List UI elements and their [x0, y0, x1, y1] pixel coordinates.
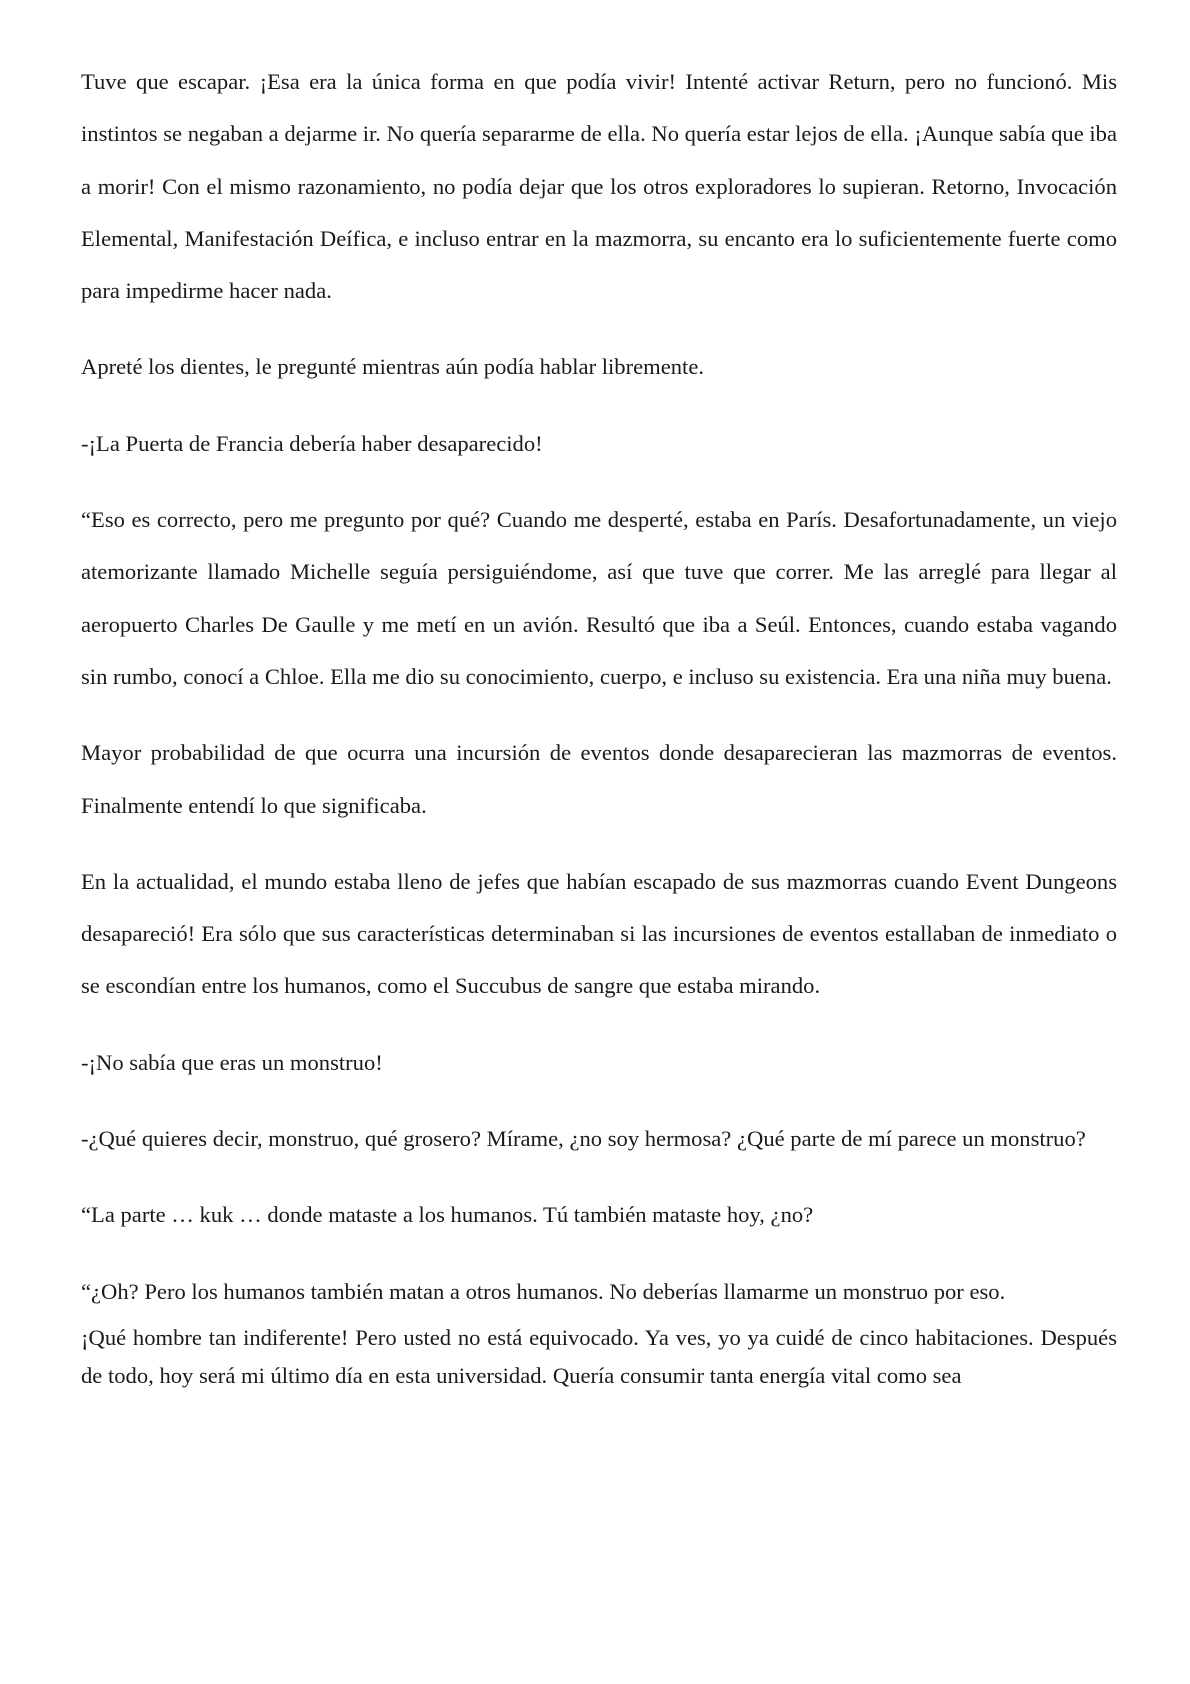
paragraph-probability: Mayor probabilidad de que ocurra una incursión de eventos donde desaparecieran las mazmorras de eventos. Finalmente entendí lo que significaba. — [81, 740, 1117, 818]
paragraph-bosses: En la actualidad, el mundo estaba lleno de jefes que habían escapado de sus mazmorras cuando Event Dungeons desapareció! Era sólo que sus características determinaban si las incursiones de eventos estallaban de inmediato o se escondían entre los humanos, como el Succubus de sangre que estaba mirando. — [81, 868, 1117, 999]
paragraph-monster: -¡No sabía que eras un monstruo! — [81, 1049, 383, 1075]
document-page — [81, 56, 1117, 1395]
paragraph-indifferent: ¡Qué hombre tan indiferente! Pero usted no está equivocado. Ya ves, yo ya cuidé de cinco habitaciones. Después de todo, hoy será mi último día en esta universidad. Quería consumir tanta energía vital como sea — [81, 1324, 1117, 1388]
paragraph-paris: “Eso es correcto, pero me pregunto por qué? Cuando me desperté, estaba en París. Desafortunadamente, un viejo atemorizante llamado Michelle seguía persiguiéndome, así que tuve que correr. Me las arreglé para llegar al aeropuerto Charles De Gaulle y me metí en un avión. Resultó que iba a Seúl. Entonces, cuando estaba vagando sin rumbo, conocí a Chloe. Ella me dio su conocimiento, cuerpo, e incluso su existencia. Era una niña muy buena. — [81, 507, 1117, 689]
paragraph-oh: “¿Oh? Pero los humanos también matan a otros humanos. No deberías llamarme un monstruo por eso. — [81, 1278, 1006, 1304]
paragraph-killed-humans: “La parte … kuk … donde mataste a los humanos. Tú también mataste hoy, ¿no? — [81, 1202, 814, 1228]
paragraph-france-gate: -¡La Puerta de Francia debería haber desaparecido! — [81, 430, 543, 456]
paragraph-escape: Tuve que escapar. ¡Esa era la única forma en que podía vivir! Intenté activar Return, pero no funcionó. Mis instintos se negaban a dejarme ir. No quería separarme de ella. No quería estar lejos de ella. ¡Aunque sabía que iba a morir! Con el mismo razonamiento, no podía dejar que los otros exploradores lo supieran. Retorno, Invocación Elemental, Manifestación Deífica, e incluso entrar en la mazmorra, su encanto era lo suficientemente fuerte como para impedirme hacer nada. — [81, 69, 1117, 304]
paragraph-beautiful: -¿Qué quieres decir, monstruo, qué grosero? Mírame, ¿no soy hermosa? ¿Qué parte de mí parece un monstruo? — [81, 1126, 1086, 1152]
paragraph-teeth: Apreté los dientes, le pregunté mientras aún podía hablar libremente. — [81, 354, 704, 380]
